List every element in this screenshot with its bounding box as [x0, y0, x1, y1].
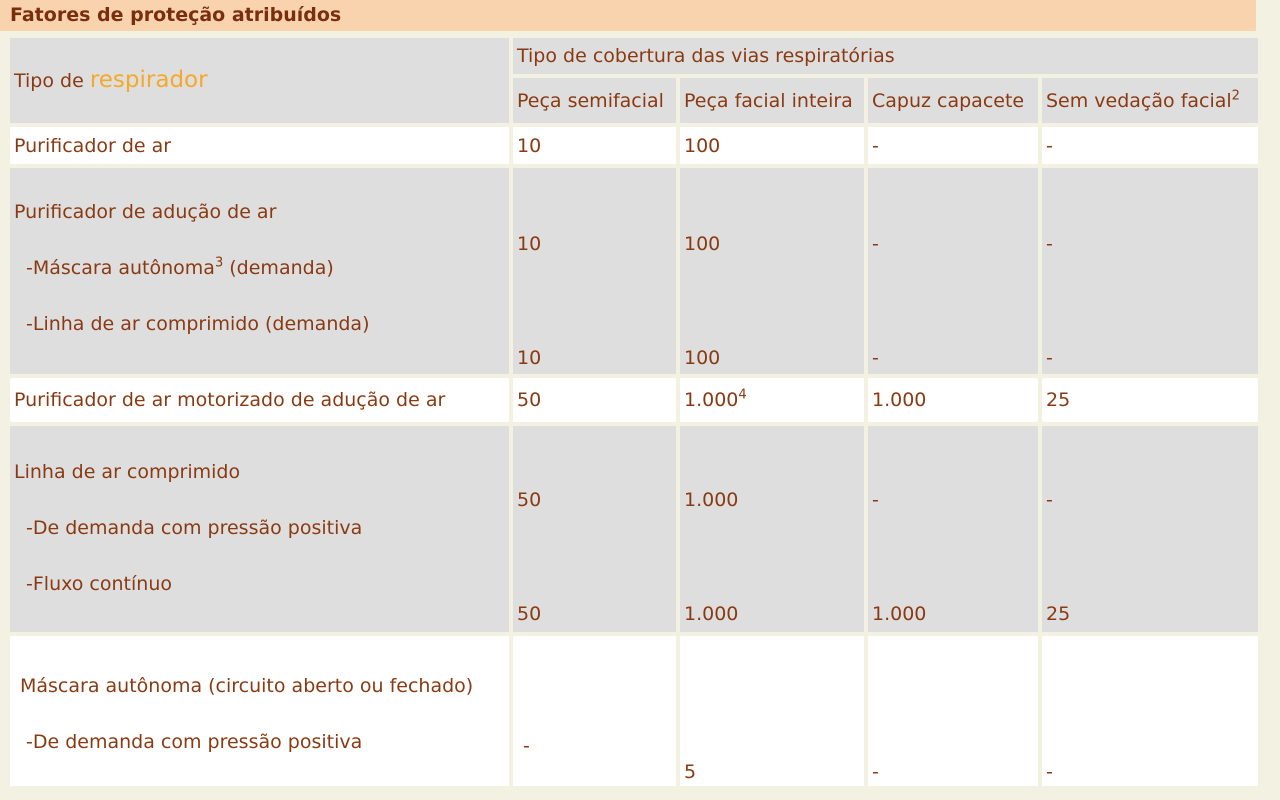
cell-value: 1.000 1.000	[680, 426, 864, 632]
cell-value: 10	[513, 127, 676, 164]
coverage-group-header: Tipo de cobertura das vias respiratórias	[513, 38, 1258, 74]
cell-value: 25	[1042, 378, 1258, 422]
cell-value: 50 50	[513, 426, 676, 632]
protection-factors-table	[6, 34, 1262, 790]
cell-value: -	[513, 636, 676, 786]
cell-value: 5	[680, 636, 864, 786]
col-header-capuz: Capuz capacete	[868, 78, 1038, 123]
cell-value: -	[1042, 127, 1258, 164]
respirator-type-header: Tipo de respirador	[10, 38, 509, 123]
cell-value: -	[1042, 636, 1258, 786]
col-header-semifacial: Peça semifacial	[513, 78, 676, 123]
table-row	[10, 426, 1258, 632]
respirator-accent: respirador	[89, 67, 208, 93]
col-header-facial-inteira: Peça facial inteira	[680, 78, 864, 123]
cell-value: 100	[680, 127, 864, 164]
cell-value: -	[868, 636, 1038, 786]
row-label: Purificador de ar	[10, 127, 509, 164]
cell-value: 1.000$^4$	[680, 378, 864, 422]
table-row	[10, 636, 1258, 786]
row-label: Máscara autônoma (circuito aberto ou fechado) -De demanda com pressão positiva	[10, 636, 509, 786]
col-header-sem-vedacao: Sem vedação facial$^2$	[1042, 78, 1258, 123]
row-label: Purificador de ar motorizado de adução de ar	[10, 378, 509, 422]
cell-value: 50	[513, 378, 676, 422]
cell-value: 1.000	[868, 378, 1038, 422]
table-row	[10, 378, 1258, 422]
table-row	[10, 168, 1258, 374]
table-row	[10, 127, 1258, 164]
row-label: Purificador de adução de ar -Máscara autônoma$^3$ (demanda) -Linha de ar comprimido (demanda)	[10, 168, 509, 374]
cell-value: - -	[868, 168, 1038, 374]
cell-value: - 1.000	[868, 426, 1038, 632]
row-label: Linha de ar comprimido -De demanda com pressão positiva -Fluxo contínuo	[10, 426, 509, 632]
cell-value: -	[868, 127, 1038, 164]
cell-value: 10 10	[513, 168, 676, 374]
cell-value: 100 100	[680, 168, 864, 374]
cell-value: - 25	[1042, 426, 1258, 632]
table-title: Fatores de proteção atribuídos	[0, 0, 1256, 31]
cell-value: - -	[1042, 168, 1258, 374]
